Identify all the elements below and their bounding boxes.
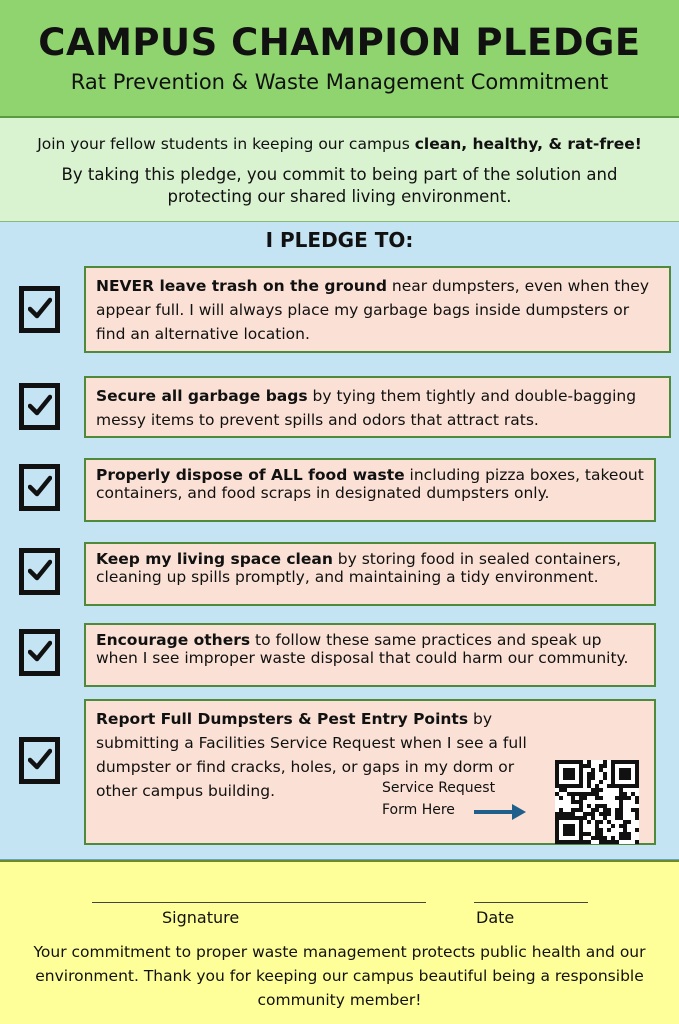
check-icon	[28, 475, 52, 499]
pledge-item-1	[84, 266, 671, 353]
pledge-checkbox-2[interactable]	[19, 383, 60, 430]
pledge-checkbox-1[interactable]	[19, 286, 60, 333]
service-request-label-line-1: Service Request	[382, 780, 496, 796]
pledge-item-2	[84, 376, 671, 438]
pledge-section	[0, 222, 679, 860]
intro-line-2: By taking this pledge, you commit to being part of the solution and protecting our shared living environment.	[61, 165, 618, 206]
pledge-item-4-bold: Keep my living space clean	[96, 550, 333, 568]
intro-line-1	[0, 135, 679, 153]
pledge-item-4	[84, 542, 656, 606]
pledge-item-1-bold: NEVER leave trash on the ground	[96, 277, 387, 295]
header-banner	[0, 0, 679, 118]
pledge-item-5-bold: Encourage others	[96, 631, 251, 649]
pledge-heading: I PLEDGE TO:	[265, 228, 414, 252]
pledge-checkbox-6[interactable]	[19, 737, 60, 784]
arrow-right-icon	[472, 802, 528, 822]
qr-code-icon[interactable]	[555, 760, 639, 844]
check-icon	[28, 640, 52, 664]
pledge-item-5	[84, 623, 656, 687]
pledge-checkbox-5[interactable]	[19, 629, 60, 676]
intro-section	[0, 118, 679, 222]
service-request-label-line-2: Form Here	[382, 802, 455, 818]
pledge-item-6-text: by submitting a Facilities Service Request when I see a full dumpster or find cracks, holes, or gaps in my dorm or other campus building.	[96, 710, 527, 800]
date-label: Date	[476, 908, 515, 927]
pledge-item-2-text: by tying them tightly and double-bagging messy items to prevent spills and odors that attract rats.	[96, 387, 637, 429]
check-icon	[28, 297, 52, 321]
closing-message: Your commitment to proper waste management protects public health and our environment. Thank you for keeping our campus beautiful being a responsible community member!	[33, 943, 646, 1009]
check-icon	[28, 748, 52, 772]
pledge-checkbox-3[interactable]	[19, 464, 60, 511]
pledge-item-3-text: including pizza boxes, takeout containers, and food scraps in designated dumpsters only.	[96, 466, 644, 502]
pledge-item-2-bold: Secure all garbage bags	[96, 387, 308, 405]
pledge-item-3-bold: Properly dispose of ALL food waste	[96, 466, 405, 484]
signature-line[interactable]	[92, 902, 426, 903]
pledge-item-3	[84, 458, 656, 522]
page-subtitle: Rat Prevention & Waste Management Commitment	[70, 70, 609, 94]
pledge-checkbox-4[interactable]	[19, 548, 60, 595]
pledge-item-4-text: by storing food in sealed containers, cleaning up spills promptly, and maintaining a tidy environment.	[96, 550, 622, 586]
pledge-item-5-text: to follow these same practices and speak up when I see improper waste disposal that could harm our community.	[96, 631, 629, 667]
check-icon	[28, 394, 52, 418]
check-icon	[28, 559, 52, 583]
date-line[interactable]	[474, 902, 588, 903]
page-title: CAMPUS CHAMPION PLEDGE	[38, 21, 641, 64]
intro-line-1-text: Join your fellow students in keeping our campus	[37, 135, 415, 153]
signature-label: Signature	[162, 908, 240, 927]
pledge-item-1-text: near dumpsters, even when they appear full. I will always place my garbage bags inside dumpsters or find an alternative location.	[96, 277, 650, 343]
signature-section	[0, 860, 679, 1024]
intro-line-1-bold: clean, healthy, & rat-free!	[414, 135, 642, 153]
pledge-item-6-bold: Report Full Dumpsters & Pest Entry Points	[96, 710, 469, 728]
